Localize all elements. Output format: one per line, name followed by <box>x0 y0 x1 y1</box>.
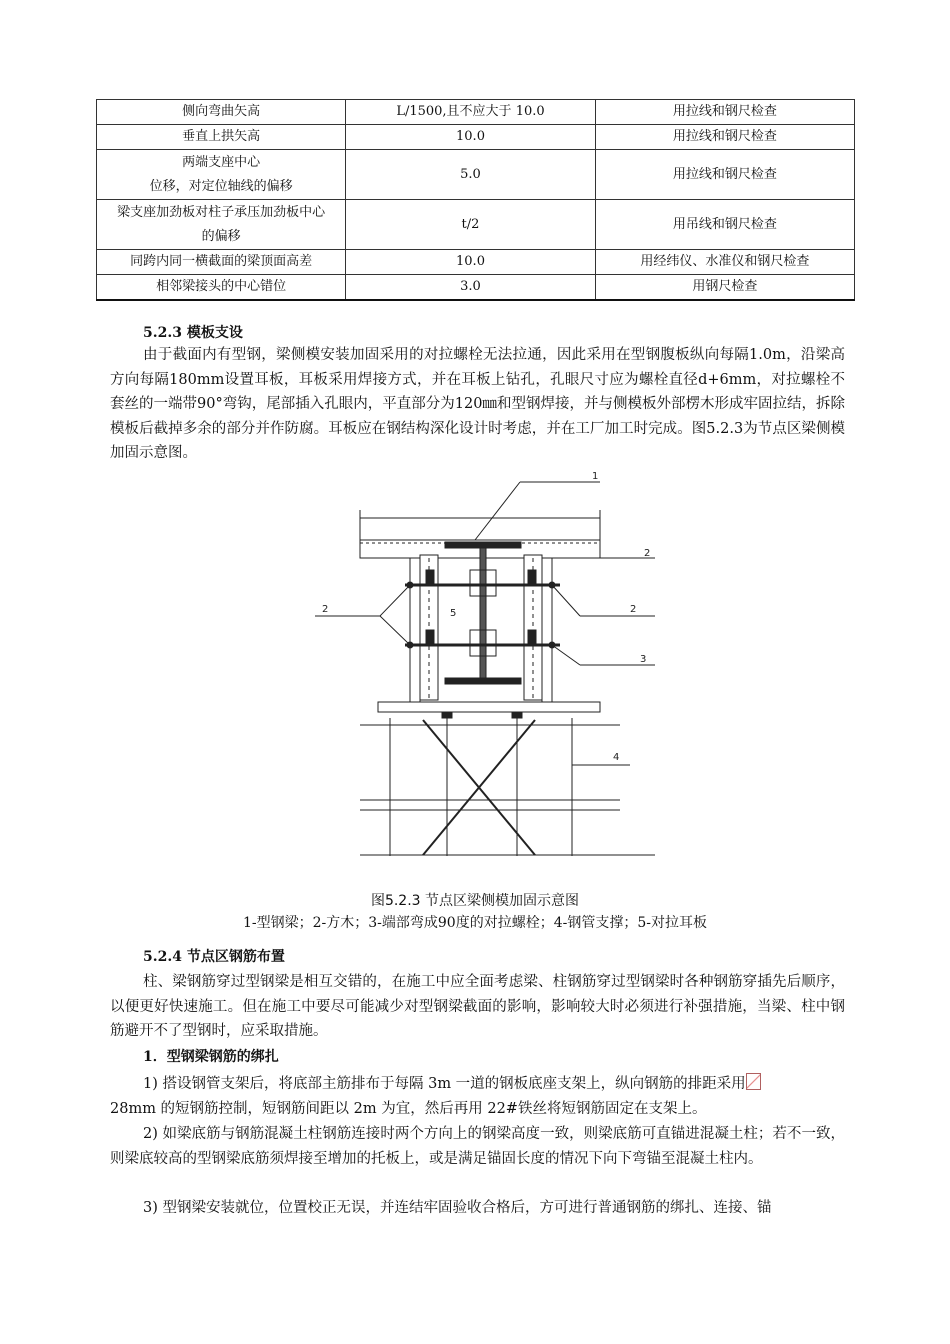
section-heading-5-2-4: 5.2.4 节点区钢筋布置 <box>143 949 285 965</box>
item-cell: 相邻梁接头的中心错位 <box>97 275 346 301</box>
table-row <box>97 200 855 250</box>
tolerance-cell: 5.0 <box>346 150 595 200</box>
tolerance-cell: 10.0 <box>346 125 595 150</box>
broken-image-icon <box>746 1073 761 1090</box>
method-cell: 用钢尺检查 <box>595 275 854 301</box>
table-row <box>97 250 855 275</box>
tolerance-cell: t/2 <box>346 200 595 250</box>
figure-caption: 图5.2.3 节点区梁侧模加固示意图 <box>370 893 580 909</box>
list-item-1 <box>110 1072 845 1097</box>
method-cell: 用拉线和钢尺检查 <box>595 100 854 125</box>
list-item-2: 2) 如梁底筋与钢筋混凝土柱钢筋连接时两个方向上的钢梁高度一致，则梁底筋可直锚进混凝土柱；若不一致，则梁底较高的型钢梁底筋须焊接至增加的托板上，或是满足锚固长度的情况下向下弯锚至混凝土柱内。 <box>110 1126 845 1167</box>
item-cell: 两端支座中心 位移，对定位轴线的偏移 <box>97 150 346 200</box>
method-cell: 用拉线和钢尺检查 <box>595 125 854 150</box>
label-5: 5 <box>450 608 457 619</box>
list-item-1-cont: 28mm 的短钢筋控制，短钢筋间距以 2m 为宜，然后再用 22#铁丝将短钢筋固定在支架上。 <box>110 1101 707 1117</box>
table-row <box>97 100 855 125</box>
table-row <box>97 125 855 150</box>
subheading-rebar-binding: 1．型钢梁钢筋的绑扎 <box>143 1049 279 1065</box>
item-cell: 同跨内同一横截面的梁顶面高差 <box>97 250 346 275</box>
item-cell: 垂直上拱矢高 <box>97 125 346 150</box>
paragraph-rebar: 柱、梁钢筋穿过型钢梁是相互交错的，在施工中应全面考虑梁、柱钢筋穿过型钢梁时各种钢筋穿插先后顺序，以便更好快速施工。但在施工中要尽可能减少对型钢梁截面的影响，影响较大时必须进行补强措施，当梁、柱中钢筋避开不了型钢时，应采取措施。 <box>110 974 845 1040</box>
method-cell: 用拉线和钢尺检查 <box>595 150 854 200</box>
tolerance-cell: L/1500,且不应大于 10.0 <box>346 100 595 125</box>
tolerance-cell: 10.0 <box>346 250 595 275</box>
table-row <box>97 150 855 200</box>
label-1: 1 <box>592 471 599 482</box>
tolerance-table <box>96 99 855 301</box>
method-cell: 用吊线和钢尺检查 <box>595 200 854 250</box>
table-row <box>97 275 855 301</box>
tolerance-cell: 3.0 <box>346 275 595 301</box>
item-cell: 梁支座加劲板对柱子承压加劲板中心 的偏移 <box>97 200 346 250</box>
label-4: 4 <box>613 752 620 763</box>
item-cell: 侧向弯曲矢高 <box>97 100 346 125</box>
label-2-right-top: 2 <box>644 548 651 559</box>
method-cell: 用经纬仪、水准仪和钢尺检查 <box>595 250 854 275</box>
figure-legend: 1-型钢梁；2-方木；3-端部弯成90度的对拉螺栓；4-钢管支撑；5-对拉耳板 <box>242 915 707 931</box>
label-2-left: 2 <box>322 604 329 615</box>
paragraph-formwork: 由于截面内有型钢，梁侧模安装加固采用的对拉螺栓无法拉通，因此采用在型钢腹板纵向每隔1.0m，沿梁高方向每隔180mm设置耳板，耳板采用焊接方式，并在耳板上钻孔，孔眼尺寸应为螺栓直径d+6mm，对拉螺栓不套丝的一端带90°弯钩，尾部插入孔眼内，平直部分为120㎜和型钢焊接，并与侧模板外部楞木形成牢固拉结，拆除模板后截掉多余的部分并作防腐。耳板应在钢结构深化设计时考虑，并在工厂加工时完成。图5.2.3为节点区梁侧模加固示意图。 <box>110 347 845 462</box>
section-heading-5-2-3: 5.2.3 模板支设 <box>143 325 243 341</box>
formwork-diagram <box>310 470 670 865</box>
list-item-3: 3) 型钢梁安装就位，位置校正无误，并连结牢固验收合格后，方可进行普通钢筋的绑扎、连接、锚 <box>143 1200 772 1216</box>
label-3: 3 <box>640 654 647 665</box>
list-item-1-text-a: 1) 搭设钢管支架后，将底部主筋排布于每隔 3m 一道的钢板底座支架上，纵向钢筋的排距采用 <box>143 1076 746 1092</box>
label-2-right: 2 <box>630 604 637 615</box>
